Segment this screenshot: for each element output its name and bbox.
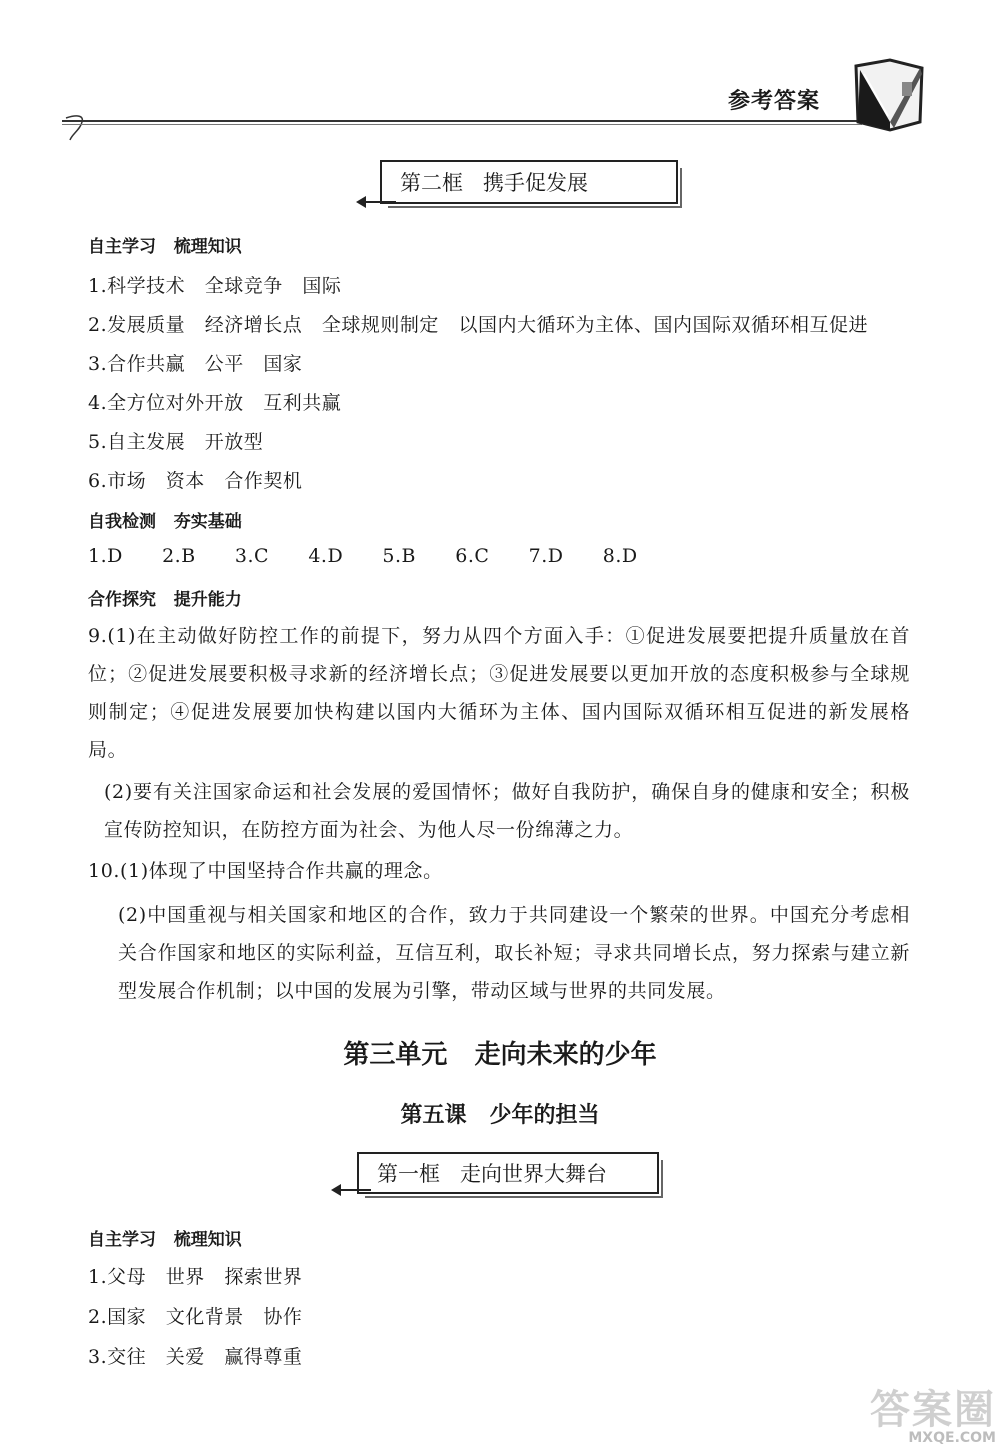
section-heading-self-study: 自主学习 梳理知识: [88, 1230, 242, 1250]
answer-line: 4.全方位对外开放 互利共赢: [88, 392, 342, 414]
section-heading-self-test: 自我检测 夯实基础: [88, 512, 242, 532]
answer-choices: 1.D 2.B 3.C 4.D 5.B 6.C 7.D 8.D: [88, 545, 638, 567]
frame-title: 第二框 携手促发展: [400, 171, 589, 195]
watermark: [836, 1387, 996, 1450]
unit-title: 第三单元 走向未来的少年: [343, 1040, 657, 1070]
frame-title: 第一框 走向世界大舞台: [377, 1162, 608, 1186]
header-title: 参考答案: [728, 89, 821, 114]
answer-line: 3.交往 关爱 赢得尊重: [88, 1346, 303, 1368]
answer-line: 1.父母 世界 探索世界: [88, 1266, 303, 1288]
frame-pointer-arrow: [331, 1180, 371, 1200]
header-rule-thin: [62, 124, 862, 125]
answer-paragraph: 10.(1)体现了中国坚持合作共赢的理念。: [88, 860, 443, 882]
watermark-domain: MXQE.COM: [908, 1430, 996, 1446]
answer-line: 2.国家 文化背景 协作: [88, 1306, 303, 1328]
frame-title-box: [380, 160, 678, 204]
frame-title-box: [357, 1152, 659, 1194]
book-icon: [850, 56, 928, 136]
answer-line: 5.自主发展 开放型: [88, 431, 264, 453]
answer-paragraph: 9.(1)在主动做好防控工作的前提下，努力从四个方面入手：①促进发展要把提升质量放在首位；②促进发展要积极寻求新的经济增长点；③促进发展要以更加开放的态度积极参与全球规则制定；④促进发展要加快构建以国内大循环为主体、国内国际双循环相互促进的新发展格局。: [88, 625, 910, 761]
answer-line: 6.市场 资本 合作契机: [88, 470, 303, 492]
answer-paragraph: (2)要有关注国家命运和社会发展的爱国情怀；做好自我防护，确保自身的健康和安全；积极宣传防控知识，在防控方面为社会、为他人尽一份绵薄之力。: [104, 781, 910, 841]
section-heading-cooperative-inquiry: 合作探究 提升能力: [88, 590, 242, 610]
watermark-text: 答案圈: [870, 1387, 996, 1433]
frame-pointer-arrow: [356, 192, 396, 212]
section-heading-self-study: 自主学习 梳理知识: [88, 237, 242, 257]
answer-line: 3.合作共赢 公平 国家: [88, 353, 303, 375]
lesson-title: 第五课 少年的担当: [400, 1102, 600, 1128]
answer-line: 2.发展质量 经济增长点 全球规则制定 以国内大循环为主体、国内国际双循环相互促进: [88, 314, 868, 336]
answer-paragraph: (2)中国重视与相关国家和地区的合作，致力于共同建设一个繁荣的世界。中国充分考虑相关合作国家和地区的实际利益，互信互利，取长补短；寻求共同增长点，努力探索与建立新型发展合作机制；以中国的发展为引擎，带动区域与世界的共同发展。: [118, 904, 910, 1002]
header-rule: [62, 120, 862, 122]
answer-line: 1.科学技术 全球竞争 国际: [88, 275, 342, 297]
